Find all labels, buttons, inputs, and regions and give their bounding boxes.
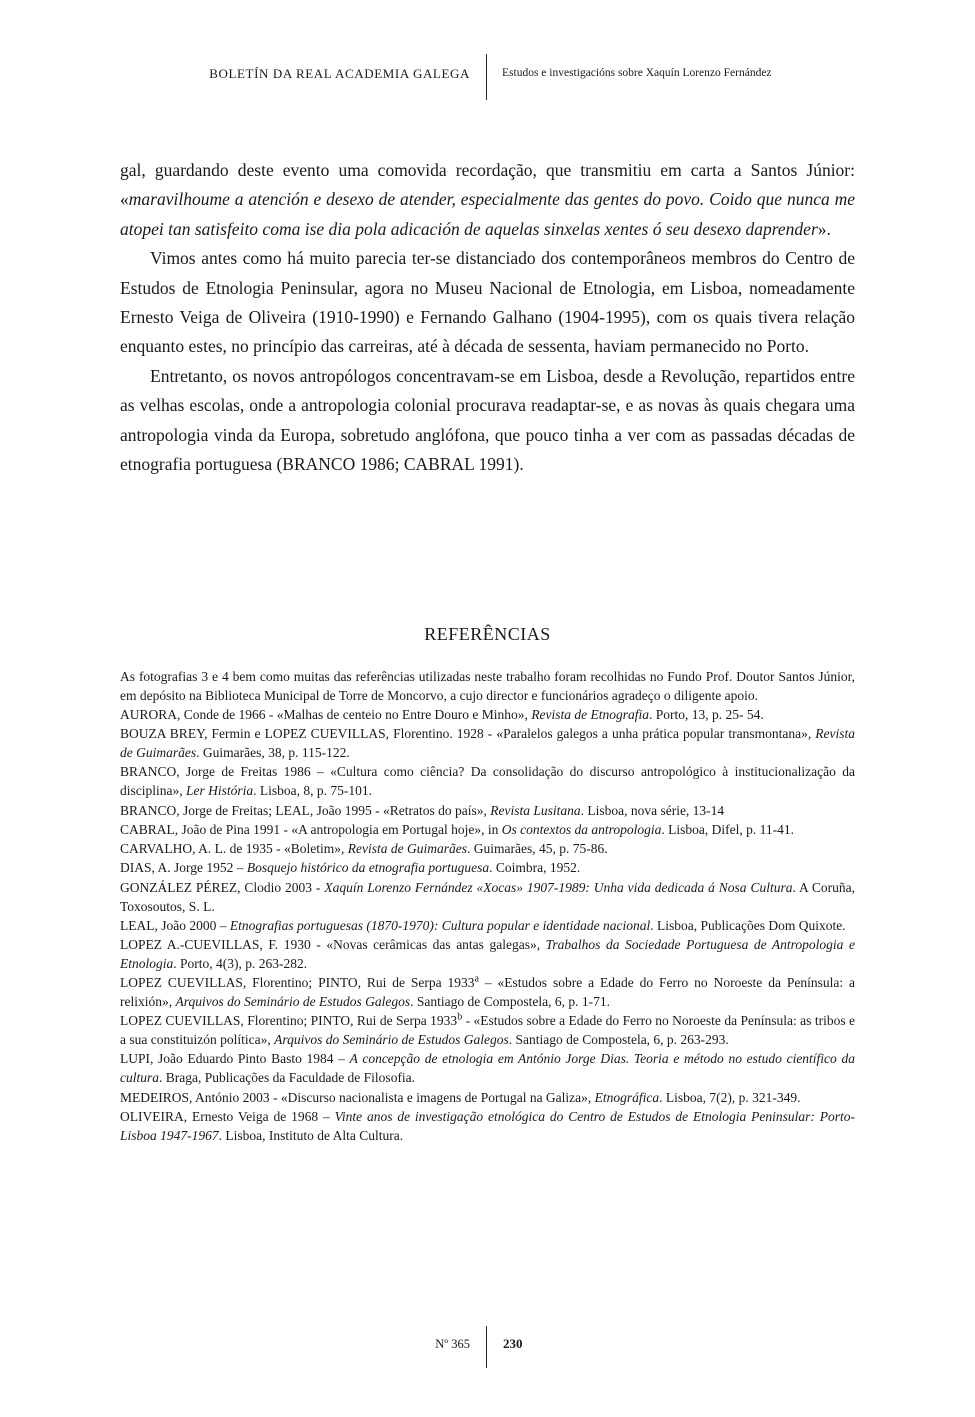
text-run: As fotografias 3 e 4 bem como muitas das referências utilizadas neste trabalho foram recolhidas no Fundo Prof. Doutor Santos Júnior, em depósito na Biblioteca Municipal de Torre de Moncorvo, a cujo director e funcionários agradeço o diligente apoio. bbox=[120, 669, 855, 703]
paragraph-1 bbox=[120, 156, 855, 244]
page-number: 230 bbox=[503, 1336, 523, 1351]
references-list bbox=[120, 668, 855, 1146]
text-run: LEAL, João 2000 – bbox=[120, 917, 230, 933]
text-run: LOPEZ A.-CUEVILLAS, F. 1930 - «Novas cerâmicas das antas galegas», bbox=[120, 937, 546, 953]
italic-text: Revista de Etnografia bbox=[531, 707, 650, 723]
header-divider bbox=[486, 54, 487, 100]
reference-entry bbox=[120, 668, 855, 706]
text-run: . Braga, Publicações da Faculdade de Filosofia. bbox=[159, 1070, 416, 1086]
text-run: . Santiago de Compostela, 6, p. 263-293. bbox=[508, 1032, 729, 1048]
italic-text: Etnográfica bbox=[594, 1089, 660, 1105]
text-run: LOPEZ CUEVILLAS, Florentino; PINTO, Rui de Serpa 1933 bbox=[120, 1013, 458, 1029]
italic-text: Revista de Guimarães bbox=[120, 726, 855, 761]
reference-entry bbox=[120, 917, 855, 936]
text-run: . Coimbra, 1952. bbox=[489, 860, 581, 876]
reference-entry bbox=[120, 1108, 855, 1146]
text-run: DIAS, A. Jorge 1952 – bbox=[120, 860, 247, 876]
text-run: . Lisboa, Instituto de Alta Cultura. bbox=[218, 1127, 404, 1143]
text-run: BRANCO, Jorge de Freitas 1986 – «Cultura como ciência? Da consolidação do discurso antropológico à institucionalização da disciplina», bbox=[120, 764, 855, 799]
section-title-header: Estudos e investigacións sobre Xaquín Lorenzo Fernández bbox=[502, 67, 772, 79]
italic-text: Bosquejo histórico da etnografia portuguesa bbox=[246, 860, 490, 876]
italic-text: maravilhoume a atención e desexo de atender, especialmente das gentes do povo. Coido que nunca me atopei tan satisfeito coma ise dia pola adicación de aquelas sinxelas xentes ó seu desexo daprender bbox=[120, 189, 855, 239]
text-run: . Porto, 13, p. 25- 54. bbox=[649, 707, 764, 723]
italic-text: Etnografias portuguesas (1870-1970): Cultura popular e identidade nacional bbox=[229, 917, 651, 933]
reference-entry bbox=[120, 802, 855, 821]
reference-entry bbox=[120, 1089, 855, 1108]
paragraph-2: Vimos antes como há muito parecia ter-se distanciado dos contemporâneos membros do Centro de Estudos de Etnologia Peninsular, agora no Museu Nacional de Etnologia, em Lisboa, nomeadamente Ernesto Veiga de Oliveira (1910-1990) e Fernando Galhano (1904-1995), com os quais tivera relação enquanto estes, no princípio das carreiras, até à década de sessenta, haviam permanecido no Porto. bbox=[120, 248, 855, 357]
text-run: CARVALHO, A. L. de 1935 - «Boletim», bbox=[120, 841, 348, 857]
text-run: . Lisboa, 8, p. 75-101. bbox=[253, 783, 373, 799]
text-run: . Santiago de Compostela, 6, p. 1-71. bbox=[410, 994, 610, 1010]
references-heading: REFERÊNCIAS bbox=[424, 624, 551, 644]
text-run: . Lisboa, 7(2), p. 321-349. bbox=[659, 1089, 801, 1105]
text-run: MEDEIROS, António 2003 - «Discurso nacionalista e imagens de Portugal na Galiza», bbox=[120, 1089, 595, 1105]
reference-entry bbox=[120, 879, 855, 917]
reference-entry bbox=[120, 706, 855, 725]
italic-text: Arquivos do Seminário de Estudos Galegos bbox=[274, 1032, 509, 1048]
text-run: . Guimarães, 45, p. 75-86. bbox=[467, 841, 608, 857]
reference-entry bbox=[120, 974, 855, 1012]
superscript-text: b bbox=[457, 1011, 463, 1023]
italic-text: Revista de Guimarães bbox=[347, 841, 468, 857]
reference-entry bbox=[120, 1012, 855, 1050]
reference-entry bbox=[120, 821, 855, 840]
footer-divider bbox=[486, 1326, 487, 1368]
text-run: AURORA, Conde de 1966 - «Malhas de centeio no Entre Douro e Minho», bbox=[120, 707, 532, 723]
superscript-text: a bbox=[474, 973, 479, 985]
text-run: . Lisboa, Publicações Dom Quixote. bbox=[650, 917, 846, 933]
text-run: ». bbox=[817, 218, 831, 239]
text-run: . Guimarães, 38, p. 115-122. bbox=[196, 745, 350, 761]
reference-entry bbox=[120, 763, 855, 801]
reference-entry bbox=[120, 725, 855, 763]
issue-number: Nº 365 bbox=[435, 1337, 470, 1351]
reference-entry bbox=[120, 1050, 855, 1088]
italic-text: Os contextos da antropologia bbox=[501, 821, 662, 837]
text-run: LOPEZ CUEVILLAS, Florentino; PINTO, Rui de Serpa 1933 bbox=[120, 975, 475, 991]
text-run: . A Coruña, Toxosoutos, S. L. bbox=[120, 879, 855, 914]
text-run: . Lisboa, Difel, p. 11-41. bbox=[661, 821, 794, 837]
italic-text: Xaquín Lorenzo Fernández «Xocas» 1907-1989: Unha vida dedicada á Nosa Cultura bbox=[324, 879, 793, 895]
reference-entry bbox=[120, 936, 855, 974]
journal-title: BOLETÍN DA REAL ACADEMIA GALEGA bbox=[209, 66, 470, 81]
paragraph-3: Entretanto, os novos antropólogos concentravam-se em Lisboa, desde a Revolução, repartidos entre as velhas escolas, onde a antropologia colonial procurava readaptar-se, e as novas às quais chegara uma antropologia vinda da Europa, sobretudo anglófona, que pouco tinha a ver com as passadas décadas de etnografia portuguesa (BRANCO 1986; CABRAL 1991). bbox=[120, 365, 855, 475]
text-run: BRANCO, Jorge de Freitas; LEAL, João 1995 - «Retratos do país», bbox=[120, 802, 491, 818]
italic-text: Arquivos do Seminário de Estudos Galegos bbox=[175, 994, 411, 1010]
text-run: – «Estudos sobre a Edade do Ferro no Noroeste da Península: a relixión», bbox=[120, 975, 855, 1010]
italic-text: Revista Lusitana bbox=[490, 802, 581, 818]
text-run: BOUZA BREY, Fermin e LOPEZ CUEVILLAS, Florentino. 1928 - «Paralelos galegos a unha prática popular transmontana», bbox=[120, 726, 816, 742]
text-run: OLIVEIRA, Ernesto Veiga de 1968 – bbox=[120, 1108, 335, 1124]
italic-text: Trabalhos da Sociedade Portuguesa de Antropologia e Etnologia bbox=[120, 937, 855, 971]
italic-text: Ler História bbox=[186, 783, 254, 799]
body-text bbox=[120, 156, 855, 479]
italic-text: A concepção de etnologia em António Jorge Dias. Teoria e método no estudo científico da cultura bbox=[120, 1051, 855, 1086]
text-run: CABRAL, João de Pina 1991 - «A antropologia em Portugal hoje», in bbox=[120, 821, 502, 837]
reference-entry bbox=[120, 859, 855, 878]
page-header bbox=[0, 54, 975, 100]
text-run: LUPI, João Eduardo Pinto Basto 1984 – bbox=[120, 1051, 350, 1067]
text-run: GONZÁLEZ PÉREZ, Clodio 2003 - bbox=[120, 879, 325, 895]
italic-text: Vinte anos de investigação etnológica do Centro de Estudos de Etnologia Peninsular: Porto-Lisboa 1947-1967 bbox=[120, 1108, 855, 1143]
text-run: . Porto, 4(3), p. 263-282. bbox=[173, 955, 308, 971]
reference-entry bbox=[120, 840, 855, 859]
text-run: gal, guardando deste evento uma comovida recordação, que transmitiu em carta a Santos Júnior: « bbox=[120, 160, 855, 210]
page-footer bbox=[0, 1326, 975, 1368]
text-run: - «Estudos sobre a Edade do Ferro no Noroeste da Península: as tribos e a sua constituizón política», bbox=[120, 1013, 855, 1048]
text-run: . Lisboa, nova série, 13-14 bbox=[580, 802, 725, 818]
